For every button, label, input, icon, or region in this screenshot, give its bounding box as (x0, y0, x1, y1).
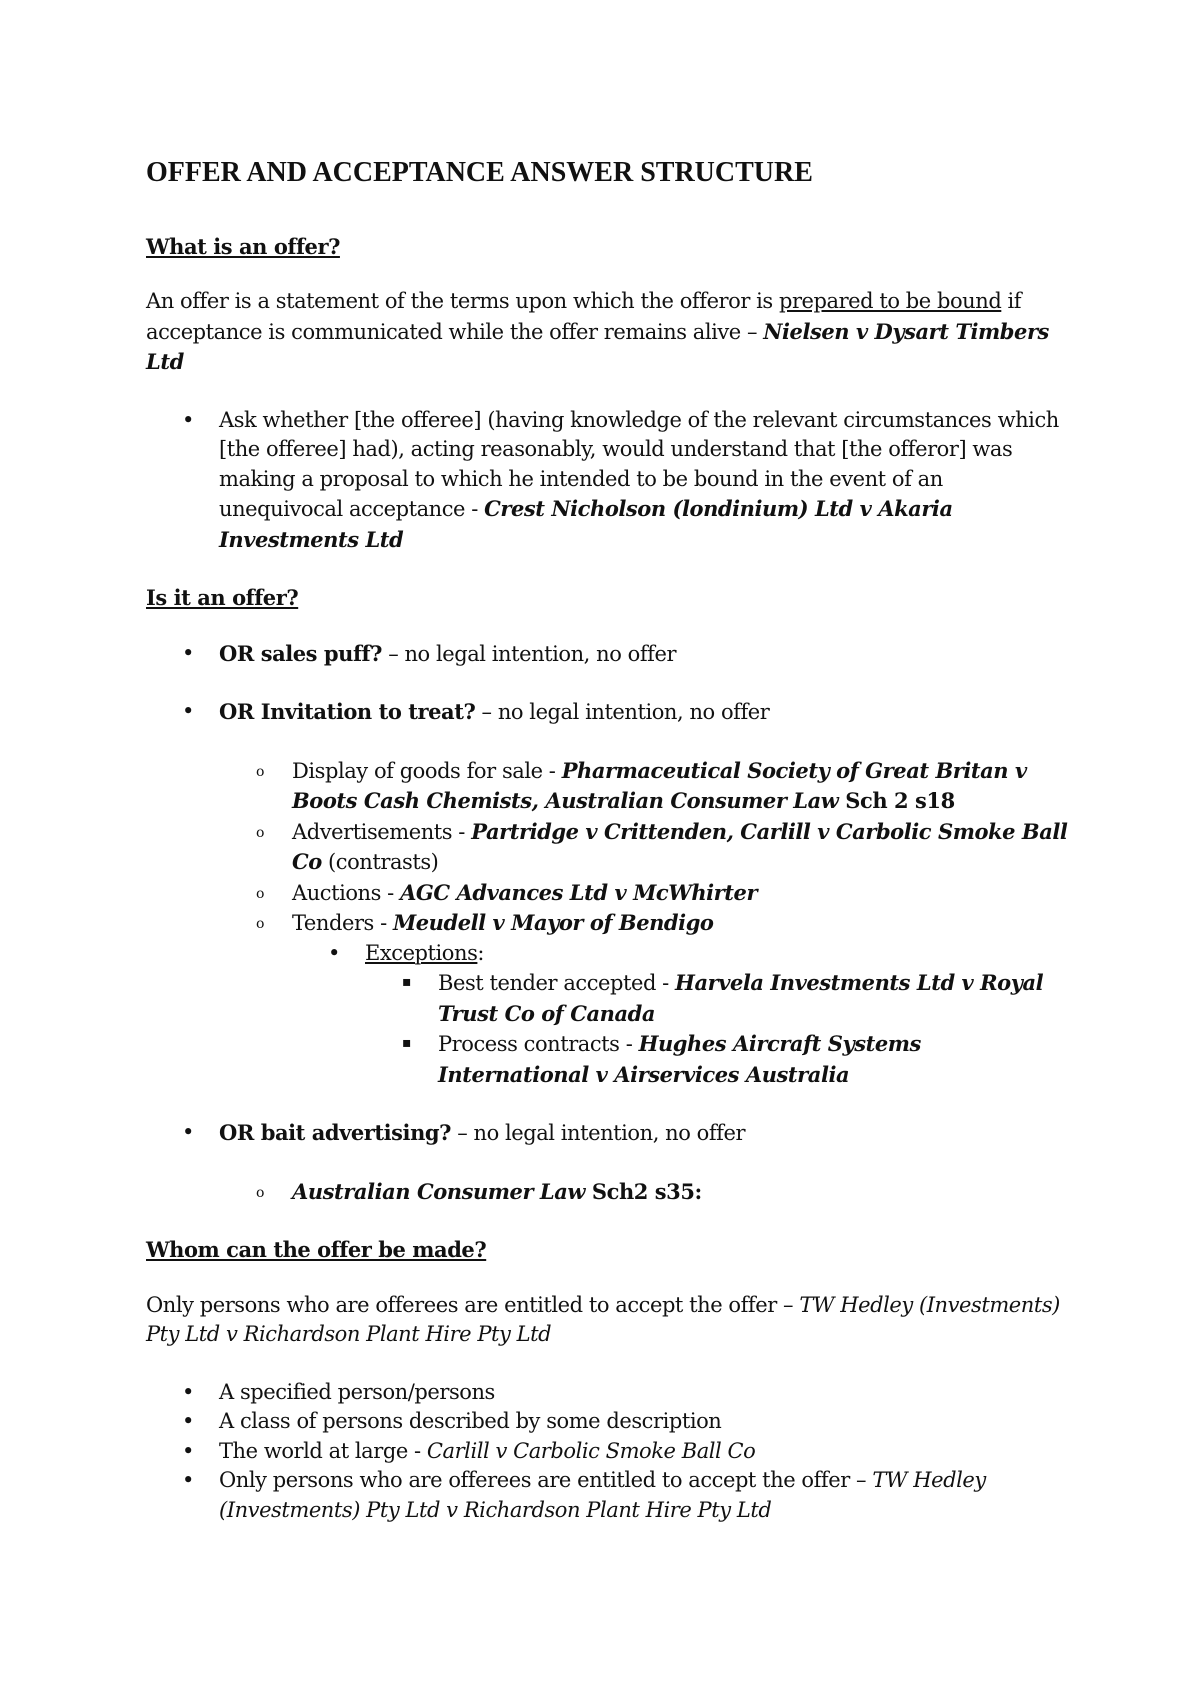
list-item (146, 697, 1071, 728)
item-text: Tenders - (292, 911, 393, 935)
list-item (146, 878, 1071, 909)
case-citation: Australian Consumer Law (292, 1178, 586, 1204)
item-tail: Sch2 s35: (585, 1178, 702, 1204)
bullet-text: – no legal intention, no offer (451, 1121, 746, 1145)
case-citation: Pharmaceutical Society of Great Britan v Boots Cash Chemists, Australian Consumer Law (292, 757, 1027, 813)
list-item (146, 1029, 1071, 1090)
document-title: OFFER AND ACCEPTANCE ANSWER STRUCTURE (146, 157, 813, 188)
case-citation: Harvela Investments Ltd v Royal Trust Co of Canada (438, 970, 1044, 1026)
sub-sub-list (146, 939, 1071, 969)
square-bullet-list (146, 968, 1071, 1090)
paragraph-text: Only persons who are offerees are entitled to accept the offer – (146, 1292, 800, 1317)
offer-definition-text: An offer is a statement of the terms upon which the offeror is (146, 289, 779, 313)
exceptions-colon: : (477, 940, 485, 965)
case-citation: Carlill v Carbolic Smoke Ball Co (426, 1438, 756, 1463)
section-heading-is-it-offer: Is it an offer? (146, 585, 299, 610)
bullet-list (146, 639, 1071, 670)
case-citation: Meudell v Mayor of Bendigo (392, 910, 714, 935)
document-page (146, 158, 1071, 1525)
item-tail: Sch 2 s18 (838, 788, 955, 813)
section-heading-whom: Whom can the offer be made? (146, 1237, 487, 1262)
case-citation: TW Hedley (Investments) Pty Ltd v Richardson Plant Hire Pty Ltd (219, 1468, 986, 1522)
offer-definition-text-2: if acceptance is communicated while the offer remains alive – (146, 289, 1022, 344)
list-item (146, 968, 1071, 1029)
item-text: Process contracts - (438, 1032, 639, 1056)
bullet-label: OR Invitation to treat? (219, 699, 476, 724)
bullet-label: OR bait advertising? (219, 1120, 451, 1145)
bullet-list (146, 1118, 1071, 1149)
list-item (146, 406, 1071, 556)
offer-definition-underlined: prepared to be bound (778, 289, 1002, 313)
list-item (146, 756, 1071, 817)
item-text: Only persons who are offerees are entitled to accept the offer – (219, 1468, 873, 1492)
list-item (146, 1177, 1071, 1208)
case-citation: Partridge v Crittenden, Carlill v Carbolic Smoke Ball Co (292, 818, 1068, 874)
item-tail: (contrasts) (321, 850, 439, 874)
list-item (146, 639, 1071, 670)
item-text: Advertisements - (292, 819, 472, 844)
list-item (146, 817, 1071, 878)
list-item (146, 939, 1071, 969)
bullet-list (146, 406, 1071, 556)
case-citation: AGC Advances Ltd v McWhirter (400, 879, 758, 905)
list-item (146, 1118, 1071, 1149)
list-item (146, 1466, 1071, 1525)
case-citation: TW Hedley (Investments) Pty Ltd v Richardson Plant Hire Pty Ltd (146, 1292, 1060, 1346)
bullet-text: Ask whether [the offeree] (having knowledge of the relevant circumstances which [the offeree] had), acting reasonably, would understand that [the offeror] was making a proposal to which he intended to be bound in the event of an unequivocal acceptance - (219, 407, 1059, 521)
sub-list (146, 1177, 1071, 1208)
case-citation: Hughes Aircraft Systems International v Airservices Australia (438, 1031, 921, 1087)
exceptions-label: Exceptions (365, 940, 478, 965)
bullet-text: – no legal intention, no offer (475, 700, 770, 724)
bullet-text: – no legal intention, no offer (381, 641, 677, 666)
offerees-paragraph (146, 1291, 1071, 1350)
case-citation: Nielsen v Dysart Timbers Ltd (146, 318, 1049, 374)
offer-definition-paragraph (146, 287, 1071, 378)
bullet-list (146, 1378, 1071, 1526)
sub-list (146, 756, 1071, 939)
case-citation: Crest Nicholson (londinium) Ltd v Akaria Investments Ltd (219, 496, 953, 552)
list-item: • A class of persons described by some description (146, 1407, 1071, 1437)
item-text: Auctions - (292, 880, 401, 905)
section-heading-what-is-offer: What is an offer? (146, 233, 340, 259)
bullet-label: OR sales puff? (219, 640, 382, 666)
item-text: The world at large - (219, 1438, 427, 1463)
list-item (146, 908, 1071, 939)
list-item: • A specified person/persons (146, 1378, 1071, 1408)
list-item (146, 1437, 1071, 1467)
item-text: Display of goods for sale - (292, 758, 562, 783)
item-text: Best tender accepted - (438, 971, 676, 995)
bullet-list (146, 697, 1071, 728)
